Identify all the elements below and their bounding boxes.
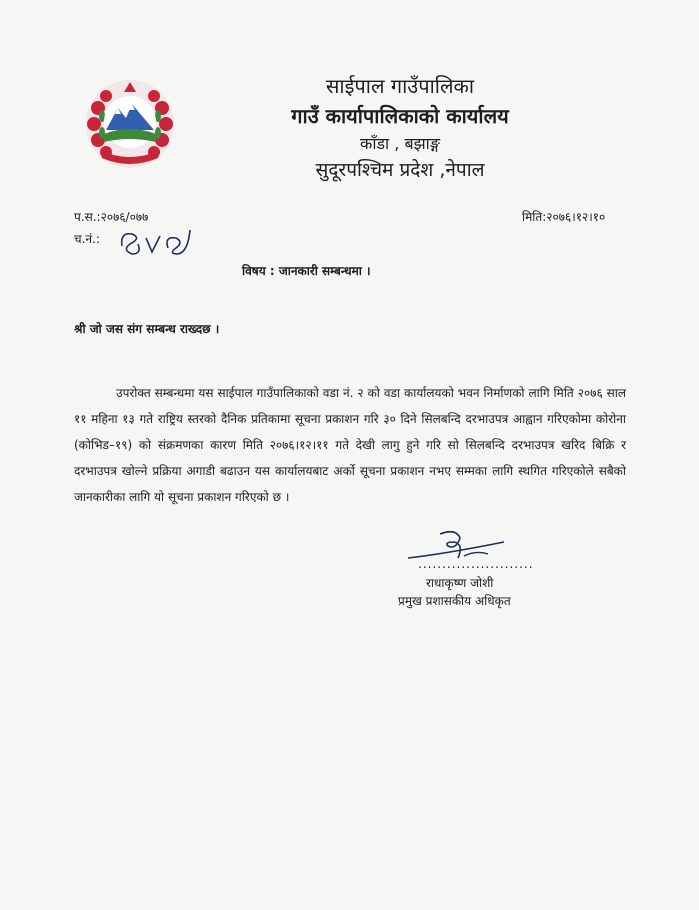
dispatch-number-label: च.नं.: [74, 232, 100, 246]
body-paragraph: उपरोक्त सम्बन्धमा यस साईपाल गाउँपालिकाको वडा नं. २ को वडा कार्यालयको भवन निर्माणको लागि मिति २०७६ साल ११ महिना १३ गते राष्ट्रिय स्तरको दैनिक प्रतिकामा सूचना प्रकाशन गरि ३० दिने सिलबन्दि दरभाउपत्र आह्वान गरिएकोमा कोरोना (कोभिड–१९) को संक्रमणका कारण मिति २०७६।१२।११ गते देखी लागु हुने गरि सो सिलबन्दि दरभाउपत्र खरिद बिक्रि र दरभाउपत्र खोल्ने प्रक्रिया अगाडी बढाउन यस कार्यालयबाट अर्को सूचना प्रकाशन नभए सम्मका लागि स्थगित गरिएकोले सबैको जानकारीका लागि यो सूचना प्रकाशन गरिएको छ । [74, 386, 626, 504]
subject-line: विषय : जानकारी सम्बन्धमा । [242, 264, 371, 278]
office-name: गाउँ कार्यापालिकाको कार्यालय [291, 104, 509, 128]
salutation: श्री जो जस संग सम्बन्ध राख्दछ । [74, 322, 220, 336]
handwritten-dispatch-number [118, 224, 198, 258]
letter-date: मिति:२०७६।१२।१० [522, 210, 606, 224]
office-location: काँडा , बझाङ्ग [360, 134, 440, 153]
signatory-name: राधाकृष्ण जोशी [426, 576, 494, 590]
province-country: सुदूरपश्चिम प्रदेश ,नेपाल [315, 159, 485, 181]
nepal-emblem-icon [84, 78, 176, 170]
signature-line: ........................ [418, 557, 534, 571]
reference-number: प.स.:२०७६/०७७ [74, 210, 149, 224]
municipality-name: साईपाल गाउँपालिका [325, 74, 475, 98]
signatory-title: प्रमुख प्रशासकीय अधिकृत [398, 594, 511, 608]
